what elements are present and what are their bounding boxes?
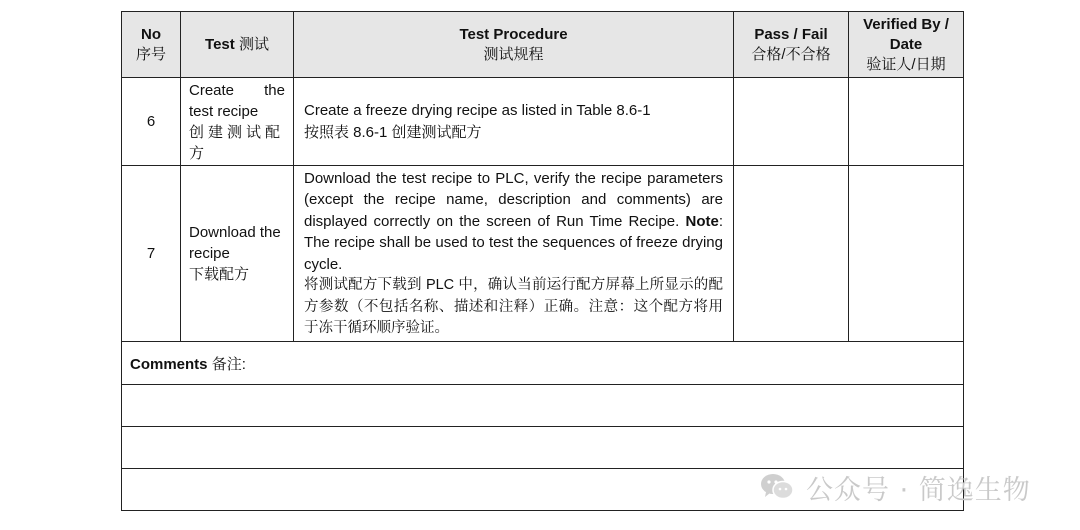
row-number: 6 [122,78,181,166]
row-test-cn: 下载配方 [189,266,250,283]
row-test-word: Create [189,81,235,99]
row-procedure [294,166,734,342]
table-row [122,166,964,342]
table-row [122,78,964,166]
header-pass-fail-en: Pass / Fail [754,25,828,43]
header-no-en: No [141,25,161,43]
row-pass-fail-cell[interactable] [734,78,849,166]
row-procedure-en [304,168,723,276]
row-procedure-cn: 将测试配方下载到 PLC 中，确认当前运行配方屏幕上所显示的配方参数（不包括名称、描述和注释）正确。注意：这个配方将用于冻干循环顺序验证。 [304,277,723,336]
header-verified-en-date: Date [889,35,923,53]
row-test-cn: 创建测试配方 [189,123,285,162]
header-test-en: Test [205,35,235,53]
header-no [122,12,181,78]
row-procedure-cn: 按照表 8.6-1 创建测试配方 [304,123,482,141]
row-verified-cell[interactable] [849,166,964,342]
wechat-icon [760,473,794,501]
header-pass-fail-cn: 合格/不合格 [751,45,831,63]
row-test-name [181,78,294,166]
comments-row [122,342,964,385]
row-number: 7 [122,166,181,342]
row-procedure-en-part: : The recipe shall be used to test the sequences of freeze drying cycle. [304,212,723,273]
row-procedure-note: Note [685,212,719,230]
header-row [122,12,964,78]
header-no-cn: 序号 [135,45,166,63]
comments-label-cn: 备注: [211,355,246,373]
row-verified-cell[interactable] [849,78,964,166]
comments-label [122,342,964,385]
comments-line [122,427,964,469]
row-test-word: the [264,81,285,99]
header-pass-fail [734,12,849,78]
test-protocol-table [121,11,964,511]
comments-line-cell[interactable] [122,385,964,427]
header-test [181,12,294,78]
row-procedure-en-part: Download the test recipe to PLC, verify the recipe parameters (except the recipe name, description and comments) are displayed correctly on the screen of Run Time Recipe. [304,169,723,230]
row-procedure-en: Create a freeze drying recipe as listed in Table 8.6-1 [304,102,651,119]
comments-label-en: Comments [130,355,208,373]
row-procedure [294,78,734,166]
header-procedure [294,12,734,78]
row-pass-fail-cell[interactable] [734,166,849,342]
watermark [760,467,1031,507]
header-procedure-cn: 测试规程 [483,45,544,63]
comments-line-cell[interactable] [122,427,964,469]
header-procedure-en: Test Procedure [459,25,568,43]
watermark-text: 公众号 · 简逸生物 [806,474,1031,506]
row-test-en-line1 [189,80,293,101]
header-verified-cn: 验证人/日期 [866,55,946,73]
comments-line [122,385,964,427]
header-verified-en: Verified By / [863,15,949,33]
header-verified-by [849,12,964,78]
row-test-en: Download the recipe [189,224,281,262]
row-test-en-line2: test recipe [189,102,259,120]
header-test-cn: 测试 [238,35,269,53]
row-test-name [181,166,294,342]
